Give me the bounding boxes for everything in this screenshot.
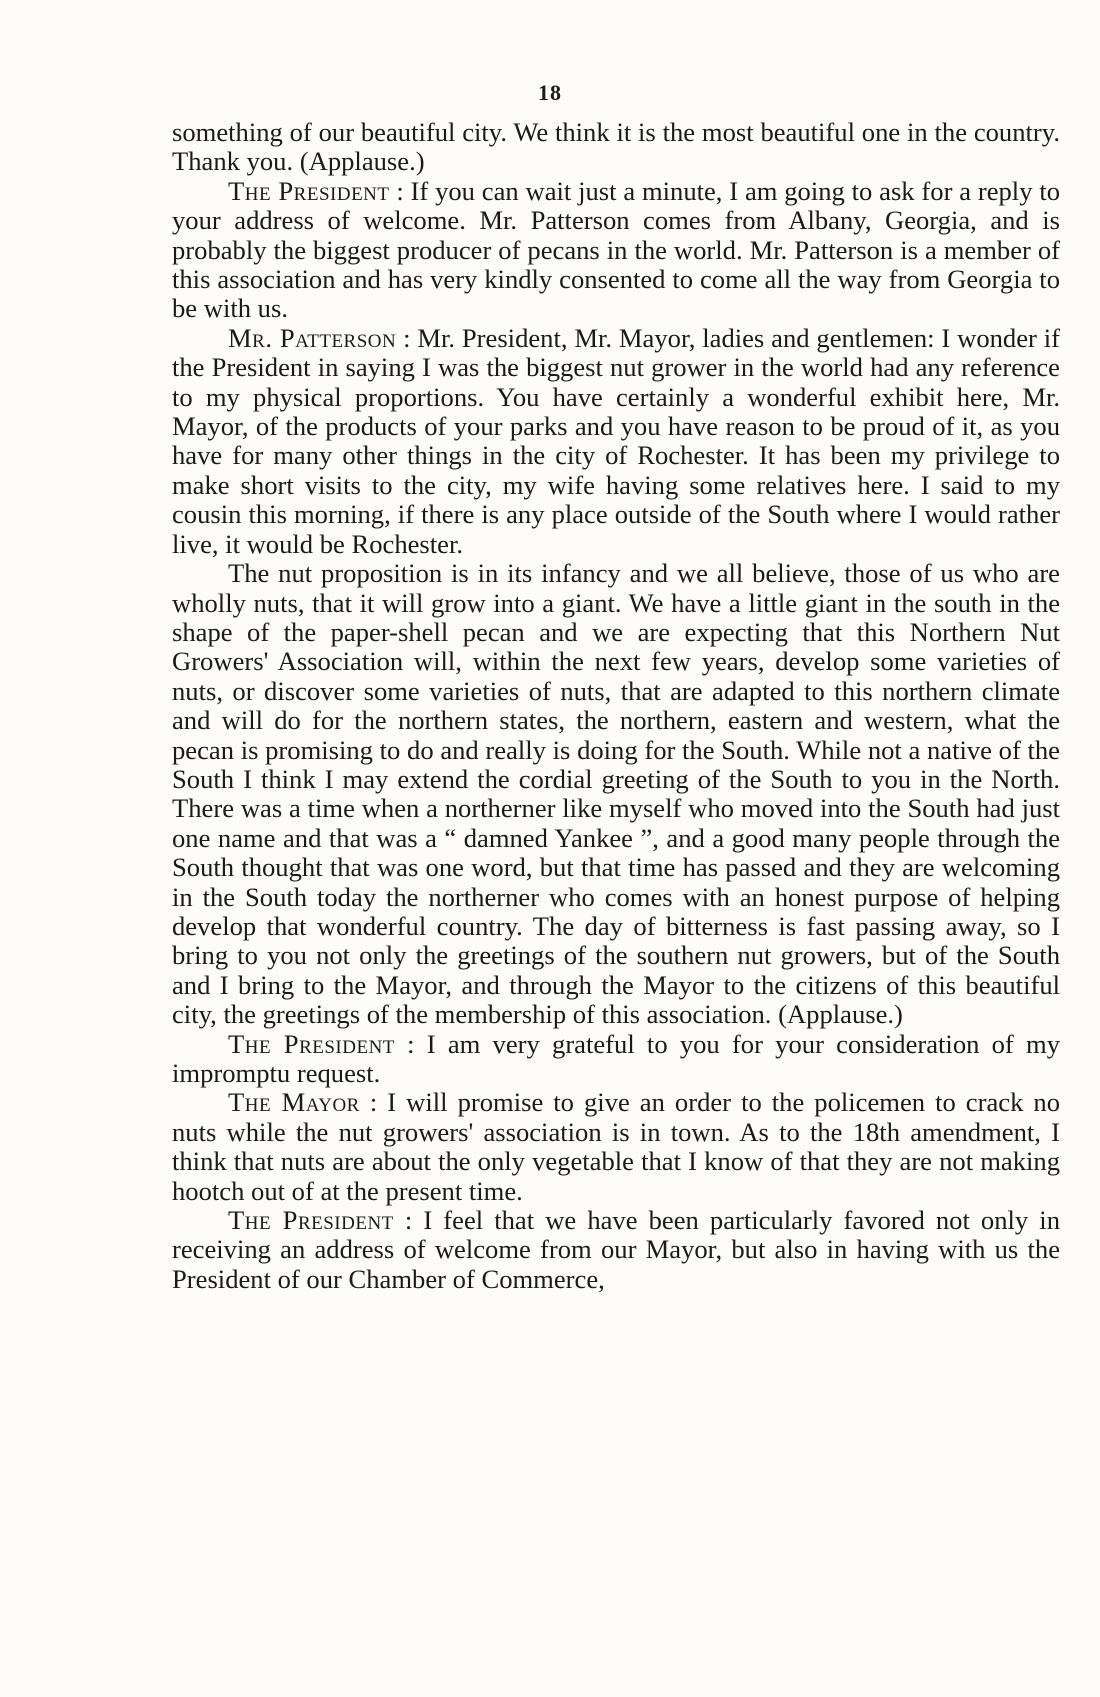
paragraph-2 <box>172 177 1060 324</box>
speaker-name: The President <box>228 175 390 206</box>
paragraph-text: The nut proposition is in its infancy and we all believe, those of us who are wholly nuts, that it will grow into a giant. We have a little giant in the south in the shape of the paper-shell pecan and we are expecting that this Northern Nut Growers' Association will, within the next few years, develop some varieties of nuts, or discover some varieties of nuts, that are adapted to this northern climate and will do for the northern states, the northern, eastern and western, what the pecan is promising to do and really is doing for the South. While not a native of the South I think I may extend the cordial greeting of the South to you in the North. There was a time when a northerner like myself who moved into the South had just one name and that was a “ damned Yankee ”, and a good many people through the South thought that was one word, but that time has passed and they are welcoming in the South today the northerner who comes with an honest purpose of helping develop that wonderful country. The day of bitterness is fast passing away, so I bring to you not only the greetings of the southern nut growers, but of the South and I bring to the Mayor, and through the Mayor to the citizens of this beautiful city, the greetings of the membership of this association. (Applause.) <box>172 558 1060 1030</box>
speaker-name: Mr. Patterson <box>228 322 397 353</box>
paragraph-text: : I am very grateful to you for your consideration of my impromptu request. <box>172 1028 1060 1088</box>
paragraph-6 <box>172 1088 1060 1206</box>
paragraph-text: : If you can wait just a minute, I am going to ask for a reply to your address of welcome. Mr. Patterson comes from Albany, Georgia, and is probably the biggest producer of pecans in the world. Mr. Patterson is a member of this association and has very kindly consented to come all the way from Georgia to be with us. <box>172 175 1060 324</box>
paragraph-3 <box>172 324 1060 559</box>
paragraph-1 <box>172 118 1060 177</box>
page-number: 18 <box>538 80 562 105</box>
paragraph-5 <box>172 1030 1060 1089</box>
paragraph-text: : I will promise to give an order to the policemen to crack no nuts while the nut growers' association is in town. As to the 18th amendment, I think that nuts are about the only vegetable that I know of that they are not making hootch out of at the present time. <box>172 1087 1060 1206</box>
speaker-name: The President <box>228 1205 394 1236</box>
paragraph-text: : I feel that we have been particularly favored not only in receiving an address of welcome from our Mayor, but also in having with us the President of our Chamber of Commerce, <box>172 1205 1060 1294</box>
paragraph-text: something of our beautiful city. We think it is the most beautiful one in the country. Thank you. (Applause.) <box>172 117 1060 177</box>
body-text <box>172 118 1060 1294</box>
paragraph-4 <box>172 559 1060 1030</box>
speaker-name: The President <box>228 1028 395 1059</box>
paragraph-text: : Mr. President, Mr. Mayor, ladies and gentlemen: I wonder if the President in saying I was the biggest nut grower in the world had any reference to my physical proportions. You have certainly a wonderful exhibit here, Mr. Mayor, of the products of your parks and you have reason to be proud of it, as you have for many other things in the city of Rochester. It has been my privilege to make short visits to the city, my wife having some relatives here. I said to my cousin this morning, if there is any place outside of the South where I would rather live, it would be Rochester. <box>172 322 1060 559</box>
speaker-name: The Mayor <box>228 1087 360 1118</box>
paragraph-7 <box>172 1206 1060 1294</box>
